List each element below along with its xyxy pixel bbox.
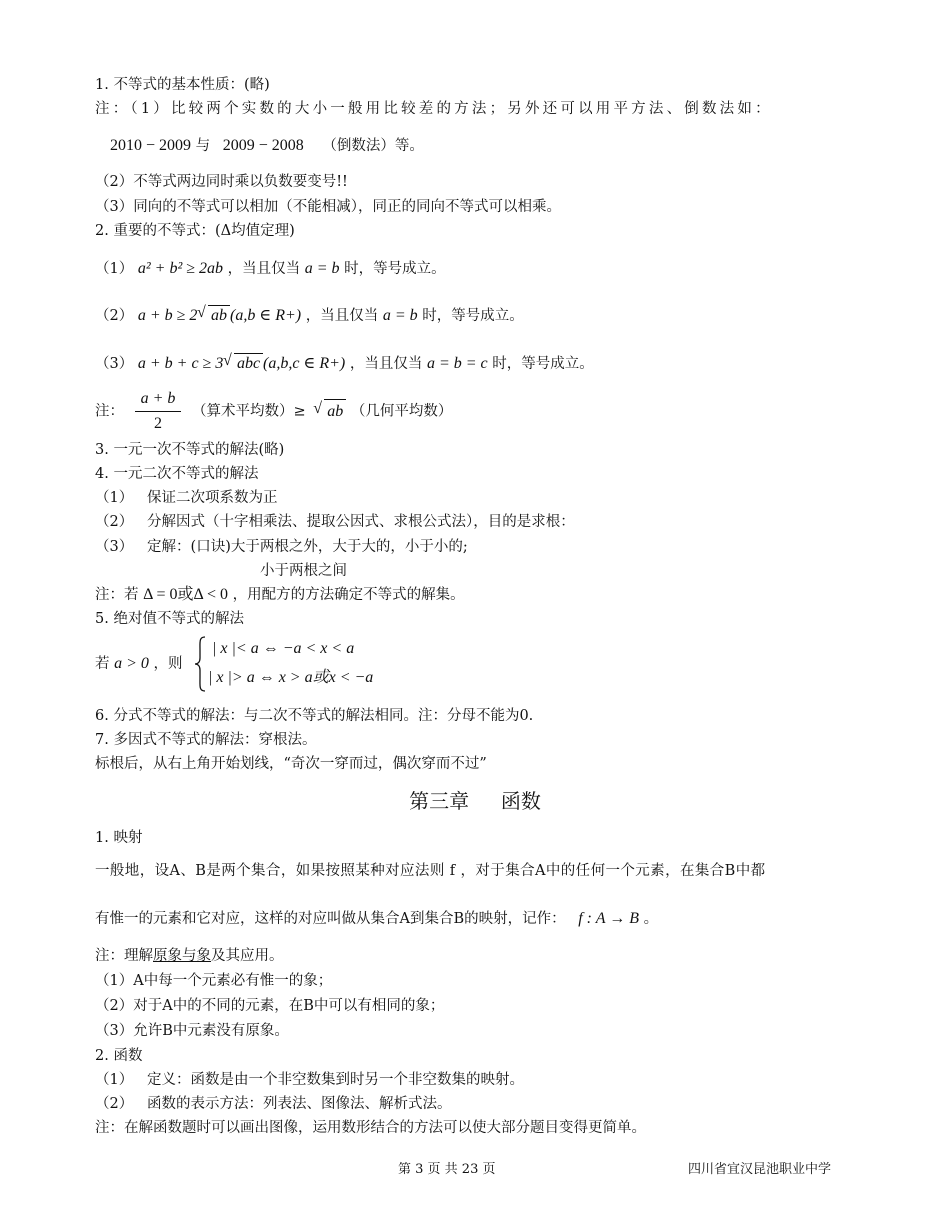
chapter-title: 第三章 函数: [409, 789, 541, 813]
text-note-understand: 注：理解: [95, 948, 153, 964]
left-brace-icon: [193, 636, 207, 692]
text-equal-holds-3: 时，等号成立。: [492, 356, 594, 372]
text-reciprocal: （倒数法）等。: [322, 138, 424, 154]
label-2: （2）: [95, 308, 134, 324]
formula-ineq-2a: a + b ≥ 2: [137, 307, 198, 324]
formula-cond-3: a = b = c: [426, 355, 488, 372]
line-3: [110, 136, 424, 156]
abs-case-2: | x |> a ⇔ x > a或x < −a: [208, 669, 374, 686]
text-geo-mean: （几何平均数）: [350, 403, 453, 420]
sqrt-expr-2: 2009 − 2008: [222, 137, 304, 154]
label-1: （1）: [95, 261, 134, 277]
formula-geo-mean: √ ab: [324, 399, 346, 424]
text-arith-mean: （算术平均数）≥: [192, 403, 306, 420]
line-15: （3） 定解：(口诀)大于两根之外，大于大的，小于小的;: [95, 539, 468, 555]
formula-ineq-1: a² + b² ≥ 2ab: [137, 260, 224, 277]
text-ze: ，则: [153, 656, 183, 672]
line-6: 2. 重要的不等式：(Δ均值定理): [95, 223, 295, 239]
note-label: 注：: [95, 403, 124, 420]
line-1: 1. 不等式的基本性质：(略): [95, 77, 270, 93]
abs-case-1: | x |< a ⇔ −a < x < a: [212, 640, 355, 657]
footer-school: 四川省宜汉昆池职业中学: [688, 1162, 832, 1177]
line-8: [95, 305, 524, 326]
line-16: 小于两根之间: [260, 563, 347, 579]
line-33: 注：在解函数题时可以画出图像，运用数形结合的方法可以使大部分题目变得更简单。: [95, 1120, 646, 1136]
line-23: 1. 映射: [95, 830, 143, 846]
text-iff-2: ，当且仅当: [305, 308, 379, 324]
text-equal-holds: 时，等号成立。: [344, 261, 446, 277]
formula-domain-2: (a,b ∈ R+): [230, 307, 302, 324]
line-13: （1） 保证二次项系数为正: [95, 490, 278, 506]
text-yu: 与: [195, 138, 211, 154]
line-11: 3. 一元一次不等式的解法(略): [95, 442, 285, 458]
fraction-denominator: 2: [154, 415, 162, 432]
line-25: [95, 909, 658, 929]
sqrt-expr-1: 2010 − 2009: [110, 137, 192, 154]
formula-cond-2: a = b: [382, 307, 418, 324]
text-if: 注：若: [95, 587, 139, 603]
text-preimage-image: 原象与象: [153, 948, 211, 964]
text-mapping-def: 有惟一的元素和它对应，这样的对应叫做从集合A到集合B的映射，记作：: [95, 911, 566, 927]
text-complete-square: ，用配方的方法确定不等式的解集。: [232, 587, 465, 603]
text-ruo: 若: [95, 656, 110, 672]
line-7: [95, 259, 446, 279]
line-5: （3）同向的不等式可以相加（不能相减），同正的同向不等式可以相乘。: [95, 199, 561, 215]
line-31: （1） 定义：函数是由一个非空数集到时另一个非空数集的映射。: [95, 1072, 525, 1088]
formula-discriminant: Δ = 0或Δ < 0: [143, 586, 228, 603]
formula-domain-3: (a,b,c ∈ R+): [263, 355, 346, 372]
line-24: 一般地，设A、B是两个集合，如果按照某种对应法则 f ，对于集合A中的任何一个元素，在集合B中都: [95, 863, 766, 879]
line-21: 7. 多因式不等式的解法：穿根法。: [95, 732, 317, 748]
line-4: （2）不等式两边同时乘以负数要变号!!: [95, 174, 348, 190]
line-9: [95, 353, 594, 374]
label-3: （3）: [95, 356, 134, 372]
fraction-mean: [135, 387, 182, 436]
line-20: 6. 分式不等式的解法：与二次不等式的解法相同。注：分母不能为0.: [95, 708, 534, 724]
formula-a-positive: a > 0: [114, 655, 149, 672]
line-27: （1）A中每一个元素必有惟一的象；: [95, 973, 333, 989]
text-iff-3: ，当且仅当: [349, 356, 423, 372]
formula-cbrt-abc: √ abc: [234, 353, 263, 374]
line-30: 2. 函数: [95, 1048, 143, 1064]
text-period: 。: [643, 911, 659, 927]
line-28: （2）对于A中的不同的元素，在B中可以有相同的象；: [95, 998, 445, 1014]
line-22: 标根后，从右上角开始划线，“奇次一穿而过，偶次穿而不过”: [95, 756, 487, 772]
line-32: （2） 函数的表示方法：列表法、图像法、解析式法。: [95, 1096, 452, 1112]
line-10: [95, 387, 452, 436]
line-26: [95, 946, 284, 966]
formula-sqrt-ab: √ ab: [208, 305, 230, 326]
text-application: 及其应用。: [211, 948, 284, 964]
line-29: （3）允许B中元素没有原象。: [95, 1023, 289, 1039]
line-17: [95, 585, 465, 605]
formula-cond-1: a = b: [304, 260, 340, 277]
line-14: （2） 分解因式（十字相乘法、提取公因式、求根公式法），目的是求根：: [95, 514, 575, 530]
text-iff: ，当且仅当: [227, 261, 301, 277]
formula-ineq-3a: a + b + c ≥ 3: [137, 355, 224, 372]
footer-page-number: 第 3 页 共 23 页: [398, 1162, 496, 1177]
line-18: 5. 绝对值不等式的解法: [95, 611, 244, 627]
line-19: [95, 654, 183, 674]
fraction-numerator: a + b: [135, 387, 182, 412]
formula-mapping: f : A → B: [578, 910, 639, 927]
line-2: 注：（1）比较两个实数的大小一般用比较差的方法；另外还可以用平方法、倒数法如：: [95, 101, 773, 117]
line-12: 4. 一元二次不等式的解法: [95, 466, 259, 482]
text-equal-holds-2: 时，等号成立。: [422, 308, 524, 324]
